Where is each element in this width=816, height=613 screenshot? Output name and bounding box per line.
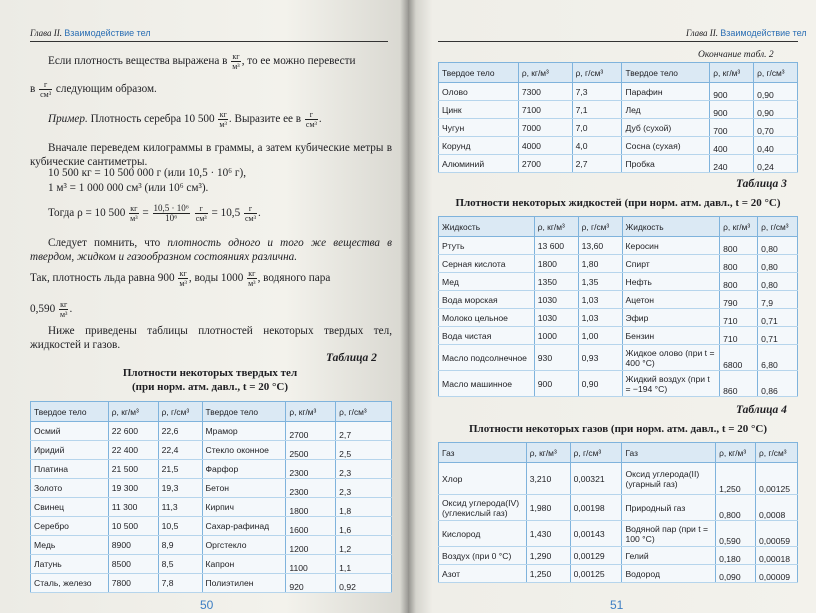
- substance-cell: Платина: [31, 460, 109, 479]
- substance-cell: Корунд: [439, 137, 519, 155]
- column-header: Жидкость: [439, 217, 535, 237]
- density-cell: 2700: [518, 155, 572, 173]
- density-cell: 0,92: [336, 574, 392, 593]
- table-row: [439, 521, 798, 547]
- density-cell: 1000: [534, 327, 578, 345]
- density-cell: 700: [710, 119, 754, 137]
- running-header-right: [686, 28, 807, 38]
- table-row: [439, 155, 798, 173]
- solids-density-table: [30, 401, 392, 593]
- density-cell: 2300: [286, 479, 336, 498]
- paragraph-ice-cont: 0,590 $\frac{кг}{\text{м³}}$ .: [30, 300, 73, 319]
- density-cell: 1800: [286, 498, 336, 517]
- density-cell: 7000: [518, 119, 572, 137]
- paragraph-states: Следует помнить, что плотность одного и того же вещества в твердом, жидком и газообразном состояниях различна.: [30, 237, 393, 263]
- density-cell: 11 300: [108, 498, 158, 517]
- density-cell: 1,03: [578, 291, 622, 309]
- table-row: [439, 463, 798, 495]
- column-header: ρ, г/см³: [572, 63, 622, 83]
- density-cell: 1600: [286, 517, 336, 536]
- column-header: Твердое тело: [622, 63, 710, 83]
- density-cell: 920: [286, 574, 336, 593]
- density-cell: 0,00125: [755, 463, 797, 495]
- column-header: ρ, г/см³: [578, 217, 622, 237]
- substance-cell: Хлор: [439, 463, 527, 495]
- table-2-title: Плотности некоторых твердых тел (при норм. атм. давл., t = 20 °C): [122, 367, 298, 393]
- paragraph-intro-cont: в $\frac{г}{\text{см³}}$ следующим образом.: [30, 80, 157, 99]
- density-cell: 0,90: [754, 101, 798, 119]
- density-cell: 22,4: [158, 441, 202, 460]
- density-cell: 900: [710, 101, 754, 119]
- table-3-title: Плотности некоторых жидкостей (при норм. атм. давл., t = 20 °C): [455, 197, 781, 209]
- substance-cell: Мрамор: [202, 422, 286, 441]
- table-3-caption: Таблица 3: [736, 178, 787, 190]
- density-cell: 6800: [720, 345, 758, 371]
- substance-cell: Пробка: [622, 155, 710, 173]
- table-row: [31, 441, 392, 460]
- density-cell: 22,6: [158, 422, 202, 441]
- substance-cell: Фарфор: [202, 460, 286, 479]
- density-cell: 0,00125: [570, 565, 622, 583]
- density-cell: 240: [710, 155, 754, 173]
- density-cell: 1,80: [578, 255, 622, 273]
- substance-cell: Кислород: [439, 521, 527, 547]
- header-rule: [438, 41, 798, 42]
- substance-cell: Водород: [622, 565, 716, 583]
- substance-cell: Серебро: [31, 517, 109, 536]
- density-cell: 2300: [286, 460, 336, 479]
- liquids-density-table: [438, 216, 798, 397]
- density-cell: 8500: [108, 555, 158, 574]
- unit-fraction: $\frac{кг}{\text{м³}}$: [232, 52, 240, 71]
- column-header: ρ, г/см³: [758, 217, 798, 237]
- density-cell: 7,0: [572, 119, 622, 137]
- substance-cell: Спирт: [622, 255, 720, 273]
- chapter-label: Глава II.: [686, 28, 719, 38]
- density-cell: 1,03: [578, 309, 622, 327]
- substance-cell: Свинец: [31, 498, 109, 517]
- density-cell: 7,9: [758, 291, 798, 309]
- table-row: [31, 460, 392, 479]
- table-row: [31, 555, 392, 574]
- density-cell: 0,70: [754, 119, 798, 137]
- substance-cell: Мед: [439, 273, 535, 291]
- substance-cell: Дуб (сухой): [622, 119, 710, 137]
- paragraph-intro: Если плотность вещества выражена в $\frac{кг}{\text{м³}}$ , то ее можно перевести: [48, 52, 356, 71]
- equation-2: 1 м³ = 1 000 000 см³ (или 10⁶ см³).: [48, 182, 209, 194]
- density-cell: 930: [534, 345, 578, 371]
- table-4-title: Плотности некоторых газов (при норм. атм. давл., t = 20 °C): [468, 423, 767, 435]
- density-cell: 21,5: [158, 460, 202, 479]
- density-cell: 10 500: [108, 517, 158, 536]
- density-cell: 0,71: [758, 309, 798, 327]
- density-cell: 0,40: [754, 137, 798, 155]
- substance-cell: Оксид углерода(II) (угарный газ): [622, 463, 716, 495]
- column-header: ρ, кг/м³: [716, 443, 756, 463]
- table-header-row: [31, 402, 392, 422]
- density-cell: 0,800: [716, 495, 756, 521]
- example-label: Пример.: [48, 113, 88, 126]
- density-cell: 1,6: [336, 517, 392, 536]
- page-number-right: 51: [610, 598, 624, 612]
- header-rule: [30, 41, 388, 42]
- density-cell: 1350: [534, 273, 578, 291]
- equation-1: 10 500 кг = 10 500 000 г (или 10,5 · 10⁶ г),: [48, 167, 246, 179]
- substance-cell: Сахар-рафинад: [202, 517, 286, 536]
- table-row: [31, 536, 392, 555]
- substance-cell: Ртуть: [439, 237, 535, 255]
- table-row: [439, 137, 798, 155]
- density-cell: 1,2: [336, 536, 392, 555]
- table-row: [439, 371, 798, 397]
- substance-cell: Молоко цельное: [439, 309, 535, 327]
- density-cell: 2,7: [336, 422, 392, 441]
- column-header: ρ, г/см³: [754, 63, 798, 83]
- density-cell: 7800: [108, 574, 158, 593]
- substance-cell: Бетон: [202, 479, 286, 498]
- density-cell: 0,00129: [570, 547, 622, 565]
- density-cell: 22 400: [108, 441, 158, 460]
- table-row: [439, 237, 798, 255]
- substance-cell: Оргстекло: [202, 536, 286, 555]
- density-cell: 2,3: [336, 460, 392, 479]
- substance-cell: Керосин: [622, 237, 720, 255]
- substance-cell: Иридий: [31, 441, 109, 460]
- density-cell: 1,290: [526, 547, 570, 565]
- unit-fraction: $\frac{г}{\text{см³}}$: [40, 80, 52, 99]
- density-cell: 8900: [108, 536, 158, 555]
- table-row: [439, 327, 798, 345]
- density-cell: 8,9: [158, 536, 202, 555]
- substance-cell: Медь: [31, 536, 109, 555]
- substance-cell: Оксид углерода(IV) (углекислый газ): [439, 495, 527, 521]
- substance-cell: Вода чистая: [439, 327, 535, 345]
- density-cell: 900: [710, 83, 754, 101]
- density-cell: 4,0: [572, 137, 622, 155]
- table-row: [439, 255, 798, 273]
- density-cell: 1800: [534, 255, 578, 273]
- density-cell: 13,60: [578, 237, 622, 255]
- table-header-row: [439, 217, 798, 237]
- substance-cell: Жидкое олово (при t = 400 °C): [622, 345, 720, 371]
- right-page: [408, 0, 816, 613]
- table-header-row: [439, 63, 798, 83]
- density-cell: 0,71: [758, 327, 798, 345]
- density-cell: 2,3: [336, 479, 392, 498]
- substance-cell: Ацетон: [622, 291, 720, 309]
- table-row: [439, 101, 798, 119]
- density-cell: 19 300: [108, 479, 158, 498]
- column-header: Твердое тело: [439, 63, 519, 83]
- density-cell: 0,00018: [755, 547, 797, 565]
- density-cell: 21 500: [108, 460, 158, 479]
- column-header: ρ, кг/м³: [518, 63, 572, 83]
- substance-cell: Латунь: [31, 555, 109, 574]
- chapter-title: Взаимодействие тел: [64, 28, 151, 38]
- substance-cell: Водяной пар (при t = 100 °C): [622, 521, 716, 547]
- density-cell: 11,3: [158, 498, 202, 517]
- table-row: [439, 273, 798, 291]
- substance-cell: Полиэтилен: [202, 574, 286, 593]
- density-cell: 1030: [534, 309, 578, 327]
- density-cell: 0,0008: [755, 495, 797, 521]
- column-header: Газ: [622, 443, 716, 463]
- substance-cell: Лед: [622, 101, 710, 119]
- density-cell: 1,8: [336, 498, 392, 517]
- column-header: ρ, г/см³: [158, 402, 202, 422]
- table-2-caption: Таблица 2: [326, 352, 377, 364]
- density-cell: 1,35: [578, 273, 622, 291]
- table-row: [31, 479, 392, 498]
- density-cell: 13 600: [534, 237, 578, 255]
- substance-cell: Масло подсолнечное: [439, 345, 535, 371]
- column-header: Твердое тело: [31, 402, 109, 422]
- density-cell: 1,430: [526, 521, 570, 547]
- density-cell: 0,80: [758, 273, 798, 291]
- table-header-row: [439, 443, 798, 463]
- table-4-caption: Таблица 4: [736, 404, 787, 416]
- density-cell: 8,5: [158, 555, 202, 574]
- substance-cell: Золото: [31, 479, 109, 498]
- density-cell: 900: [534, 371, 578, 397]
- column-header: ρ, кг/м³: [534, 217, 578, 237]
- substance-cell: Капрон: [202, 555, 286, 574]
- density-cell: 7300: [518, 83, 572, 101]
- table-row: [439, 565, 798, 583]
- density-cell: 2,7: [572, 155, 622, 173]
- density-cell: 0,80: [758, 255, 798, 273]
- density-cell: 6,80: [758, 345, 798, 371]
- density-cell: 1,980: [526, 495, 570, 521]
- paragraph-tables-intro: Ниже приведены таблицы плотностей некоторых твердых тел, жидкостей и газов.: [30, 325, 392, 351]
- chapter-label: Глава II.: [30, 28, 63, 38]
- table-row: [439, 345, 798, 371]
- density-cell: 3,210: [526, 463, 570, 495]
- table-row: [439, 547, 798, 565]
- density-cell: 0,24: [754, 155, 798, 173]
- substance-cell: Вода морская: [439, 291, 535, 309]
- density-cell: 2700: [286, 422, 336, 441]
- substance-cell: Кирпич: [202, 498, 286, 517]
- density-cell: 1200: [286, 536, 336, 555]
- substance-cell: Сталь, железо: [31, 574, 109, 593]
- example-paragraph: Пример. Плотность серебра 10 500 $\frac{кг}{\text{м³}}$ . Выразите ее в $\frac{г}{\text{см³}}$ .: [48, 110, 322, 129]
- density-cell: 800: [720, 237, 758, 255]
- column-header: ρ, кг/м³: [286, 402, 336, 422]
- density-cell: 22 600: [108, 422, 158, 441]
- column-header: ρ, кг/м³: [108, 402, 158, 422]
- substance-cell: Алюминий: [439, 155, 519, 173]
- density-cell: 400: [710, 137, 754, 155]
- table-row: [31, 498, 392, 517]
- column-header: ρ, г/см³: [336, 402, 392, 422]
- column-header: ρ, г/см³: [570, 443, 622, 463]
- density-cell: 7,8: [158, 574, 202, 593]
- density-cell: 710: [720, 327, 758, 345]
- density-cell: 10,5: [158, 517, 202, 536]
- substance-cell: Стекло оконное: [202, 441, 286, 460]
- density-cell: 0,93: [578, 345, 622, 371]
- density-cell: 7100: [518, 101, 572, 119]
- substance-cell: Масло машинное: [439, 371, 535, 397]
- substance-cell: Эфир: [622, 309, 720, 327]
- substance-cell: Серная кислота: [439, 255, 535, 273]
- substance-cell: Нефть: [622, 273, 720, 291]
- density-cell: 0,590: [716, 521, 756, 547]
- column-header: Жидкость: [622, 217, 720, 237]
- density-cell: 0,80: [758, 237, 798, 255]
- density-cell: 4000: [518, 137, 572, 155]
- gases-density-table: [438, 442, 798, 583]
- density-cell: 0,00321: [570, 463, 622, 495]
- density-cell: 1,00: [578, 327, 622, 345]
- density-cell: 7,3: [572, 83, 622, 101]
- table-row: [439, 291, 798, 309]
- table-row: [31, 422, 392, 441]
- table-row: [439, 83, 798, 101]
- substance-cell: Жидкий воздух (при t = −194 °C): [622, 371, 720, 397]
- density-cell: 0,90: [754, 83, 798, 101]
- density-cell: 0,00059: [755, 521, 797, 547]
- column-header: ρ, г/см³: [755, 443, 797, 463]
- table-row: [439, 309, 798, 327]
- density-cell: 19,3: [158, 479, 202, 498]
- density-cell: 0,00009: [755, 565, 797, 583]
- density-cell: 790: [720, 291, 758, 309]
- paragraph-ice: Так, плотность льда равна 900 $\frac{кг}{\text{м³}}$ , воды 1000 $\frac{кг}{\text{м³}}$ , водяного пара: [30, 269, 331, 288]
- density-cell: 710: [720, 309, 758, 327]
- running-header-left: [30, 28, 151, 38]
- column-header: ρ, кг/м³: [526, 443, 570, 463]
- density-cell: 1030: [534, 291, 578, 309]
- density-cell: 0,90: [578, 371, 622, 397]
- density-cell: 2500: [286, 441, 336, 460]
- column-header: ρ, кг/м³: [710, 63, 754, 83]
- book-gutter: [400, 0, 416, 613]
- substance-cell: Воздух (при 0 °C): [439, 547, 527, 565]
- page-number-left: 50: [200, 598, 214, 612]
- column-header: Газ: [439, 443, 527, 463]
- solids-density-table-continued: [438, 62, 798, 173]
- table-row: [31, 517, 392, 536]
- density-cell: 7,1: [572, 101, 622, 119]
- density-cell: 0,00143: [570, 521, 622, 547]
- density-cell: 800: [720, 255, 758, 273]
- density-cell: 0,86: [758, 371, 798, 397]
- density-cell: 1,250: [716, 463, 756, 495]
- table-row: [439, 495, 798, 521]
- density-cell: 860: [720, 371, 758, 397]
- substance-cell: Гелий: [622, 547, 716, 565]
- substance-cell: Олово: [439, 83, 519, 101]
- substance-cell: Сосна (сухая): [622, 137, 710, 155]
- density-cell: 0,00198: [570, 495, 622, 521]
- density-cell: 1100: [286, 555, 336, 574]
- density-cell: 800: [720, 273, 758, 291]
- table-2-continuation-caption: Окончание табл. 2: [698, 50, 774, 60]
- density-cell: 0,090: [716, 565, 756, 583]
- density-cell: 0,180: [716, 547, 756, 565]
- substance-cell: Парафин: [622, 83, 710, 101]
- chapter-title: Взаимодействие тел: [720, 28, 807, 38]
- substance-cell: Цинк: [439, 101, 519, 119]
- paragraph-conversion: Вначале переведем килограммы в граммы, а затем кубические метры в кубические сантиметры.: [30, 142, 392, 168]
- substance-cell: Азот: [439, 565, 527, 583]
- density-cell: 1,1: [336, 555, 392, 574]
- substance-cell: Осмий: [31, 422, 109, 441]
- substance-cell: Чугун: [439, 119, 519, 137]
- equation-3: Тогда ρ = 10 500 $\frac{кг}{\text{м³}}$ = $\frac{\text{10,5 · 10⁶}}{\text{10⁶}}$ $\frac{г}{\text{см³}}$ = 10,5 $\frac{г}{\text{см³}}$ .: [48, 203, 261, 223]
- density-cell: 2,5: [336, 441, 392, 460]
- substance-cell: Природный газ: [622, 495, 716, 521]
- substance-cell: Бензин: [622, 327, 720, 345]
- column-header: Твердое тело: [202, 402, 286, 422]
- density-cell: 1,250: [526, 565, 570, 583]
- column-header: ρ, кг/м³: [720, 217, 758, 237]
- table-row: [439, 119, 798, 137]
- table-row: [31, 574, 392, 593]
